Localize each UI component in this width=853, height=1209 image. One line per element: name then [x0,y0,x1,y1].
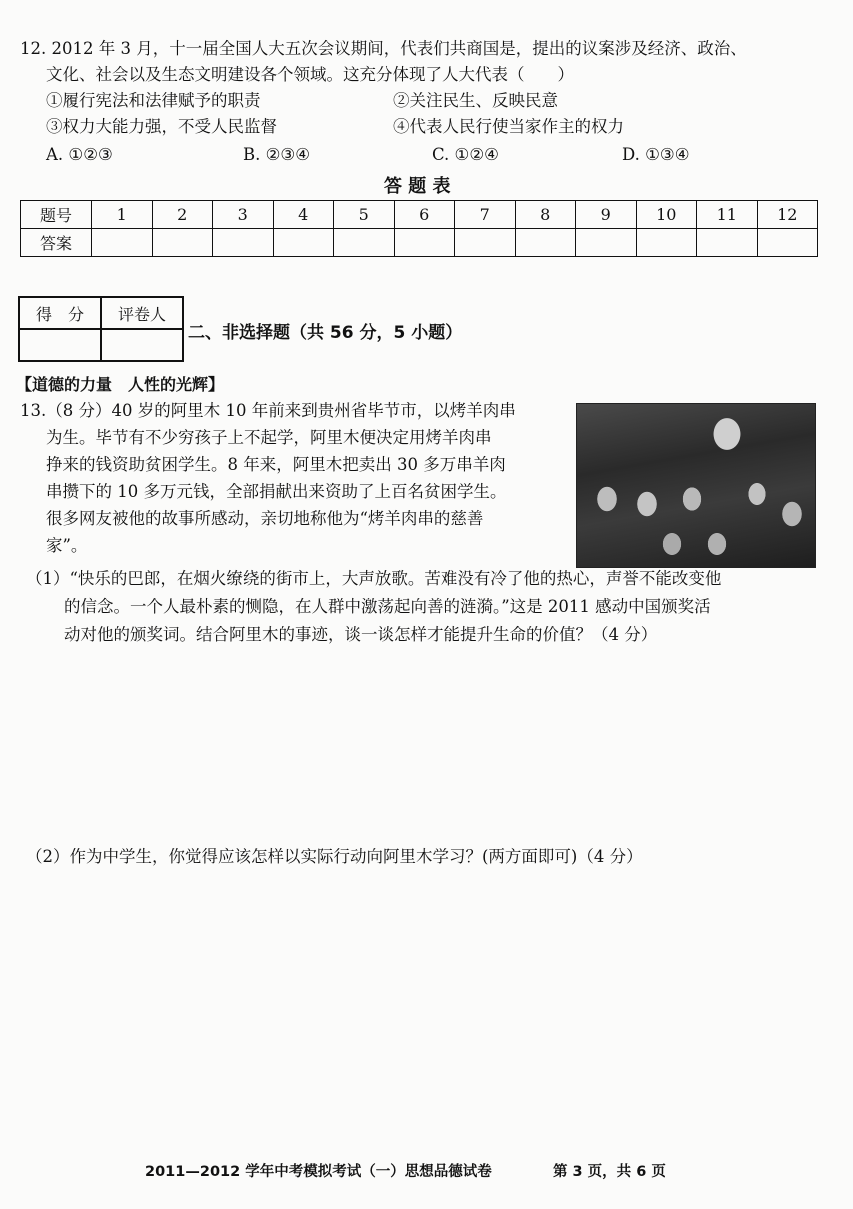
q13-text-line: 为生。毕节有不少穷孩子上不起学，阿里木便决定用烤羊肉串 [46,428,492,447]
score-box [18,296,184,362]
answer-cell[interactable] [697,229,758,257]
answer-cell[interactable] [273,229,334,257]
answer-table-number-label: 题号 [21,201,92,229]
q13-sub1-answer-area[interactable] [64,660,824,830]
answer-cell[interactable] [334,229,395,257]
answer-table-answer-row [21,229,818,257]
q13-text-line: 13.（8 分）40 岁的阿里木 10 年前来到贵州省毕节市，以烤羊肉串 [20,401,516,420]
answer-table-number-cell: 8 [515,201,576,229]
answer-cell[interactable] [515,229,576,257]
theme-title: 【道德的力量 人性的光辉】 [16,375,225,394]
answer-table-number-cell: 6 [394,201,455,229]
answer-cell[interactable] [92,229,153,257]
q13-text-line: 家”。 [46,536,88,555]
q12-stem-line2: 文化、社会以及生态文明建设各个领域。这充分体现了人大代表（ ） [46,65,574,84]
q13-sub1-line: 的信念。一个人最朴素的恻隐，在人群中激荡起向善的涟漪。”这是 2011 感动中国颁奖活 [64,597,711,616]
answer-table-number-cell: 7 [455,201,516,229]
answer-cell[interactable] [213,229,274,257]
alimu-photo [576,403,816,568]
answer-table-number-cell: 11 [697,201,758,229]
answer-table-number-cell: 5 [334,201,395,229]
answer-table-number-cell: 3 [213,201,274,229]
answer-cell[interactable] [636,229,697,257]
q12-choice-c: C. ①②④ [432,145,499,164]
answer-table [20,200,818,257]
q12-choice-b: B. ②③④ [243,145,310,164]
answer-table-number-row [21,201,818,229]
section-title: 二、非选择题（共 56 分，5 小题） [188,323,463,343]
footer-exam-title: 2011—2012 学年中考模拟考试（一）思想品德试卷 [145,1164,492,1180]
footer-page-number: 第 3 页，共 6 页 [553,1164,666,1180]
q13-sub2-answer-area[interactable] [64,880,824,1150]
q12-option-2: ②关注民生、反映民意 [393,91,558,110]
q12-choice-a: A. ①②③ [46,145,113,164]
q13-sub1-line: （1）“快乐的巴郎，在烟火缭绕的街市上，大声放歌。苦难没有冷了他的热心，声誉不能改变他 [26,569,722,588]
answer-table-answer-label: 答案 [21,229,92,257]
q12-stem-line1: 12. 2012 年 3 月，十一届全国人大五次会议期间，代表们共商国是，提出的议案涉及经济、政治、 [20,39,747,58]
answer-cell[interactable] [455,229,516,257]
answer-cell[interactable] [152,229,213,257]
q13-text-line: 串攒下的 10 多万元钱，全部捐献出来资助了上百名贫困学生。 [46,482,507,501]
q13-sub1-line: 动对他的颁奖词。结合阿里木的事迹，谈一谈怎样才能提升生命的价值？（4 分） [64,625,658,644]
answer-table-number-cell: 12 [757,201,818,229]
q13-sub2: （2）作为中学生，你觉得应该怎样以实际行动向阿里木学习？(两方面即可)（4 分） [26,847,643,866]
answer-cell[interactable] [757,229,818,257]
answer-cell[interactable] [394,229,455,257]
q13-text-line: 很多网友被他的故事所感动，亲切地称他为“烤羊肉串的慈善 [46,509,484,528]
q12-option-4: ④代表人民行使当家作主的权力 [393,117,624,136]
answer-table-title: 答 题 表 [384,176,451,197]
answer-table-number-cell: 9 [576,201,637,229]
q12-choice-d: D. ①③④ [622,145,690,164]
answer-table-number-cell: 2 [152,201,213,229]
score-field[interactable] [19,329,101,361]
grader-field[interactable] [101,329,183,361]
q12-option-1: ①履行宪法和法律赋予的职责 [46,91,261,110]
answer-table-number-cell: 4 [273,201,334,229]
grader-label: 评卷人 [101,297,183,329]
score-label: 得 分 [19,297,101,329]
answer-cell[interactable] [576,229,637,257]
q12-option-3: ③权力大能力强，不受人民监督 [46,117,277,136]
answer-table-number-cell: 1 [92,201,153,229]
q13-text-line: 挣来的钱资助贫困学生。8 年来，阿里木把卖出 30 多万串羊肉 [46,455,506,474]
answer-table-number-cell: 10 [636,201,697,229]
